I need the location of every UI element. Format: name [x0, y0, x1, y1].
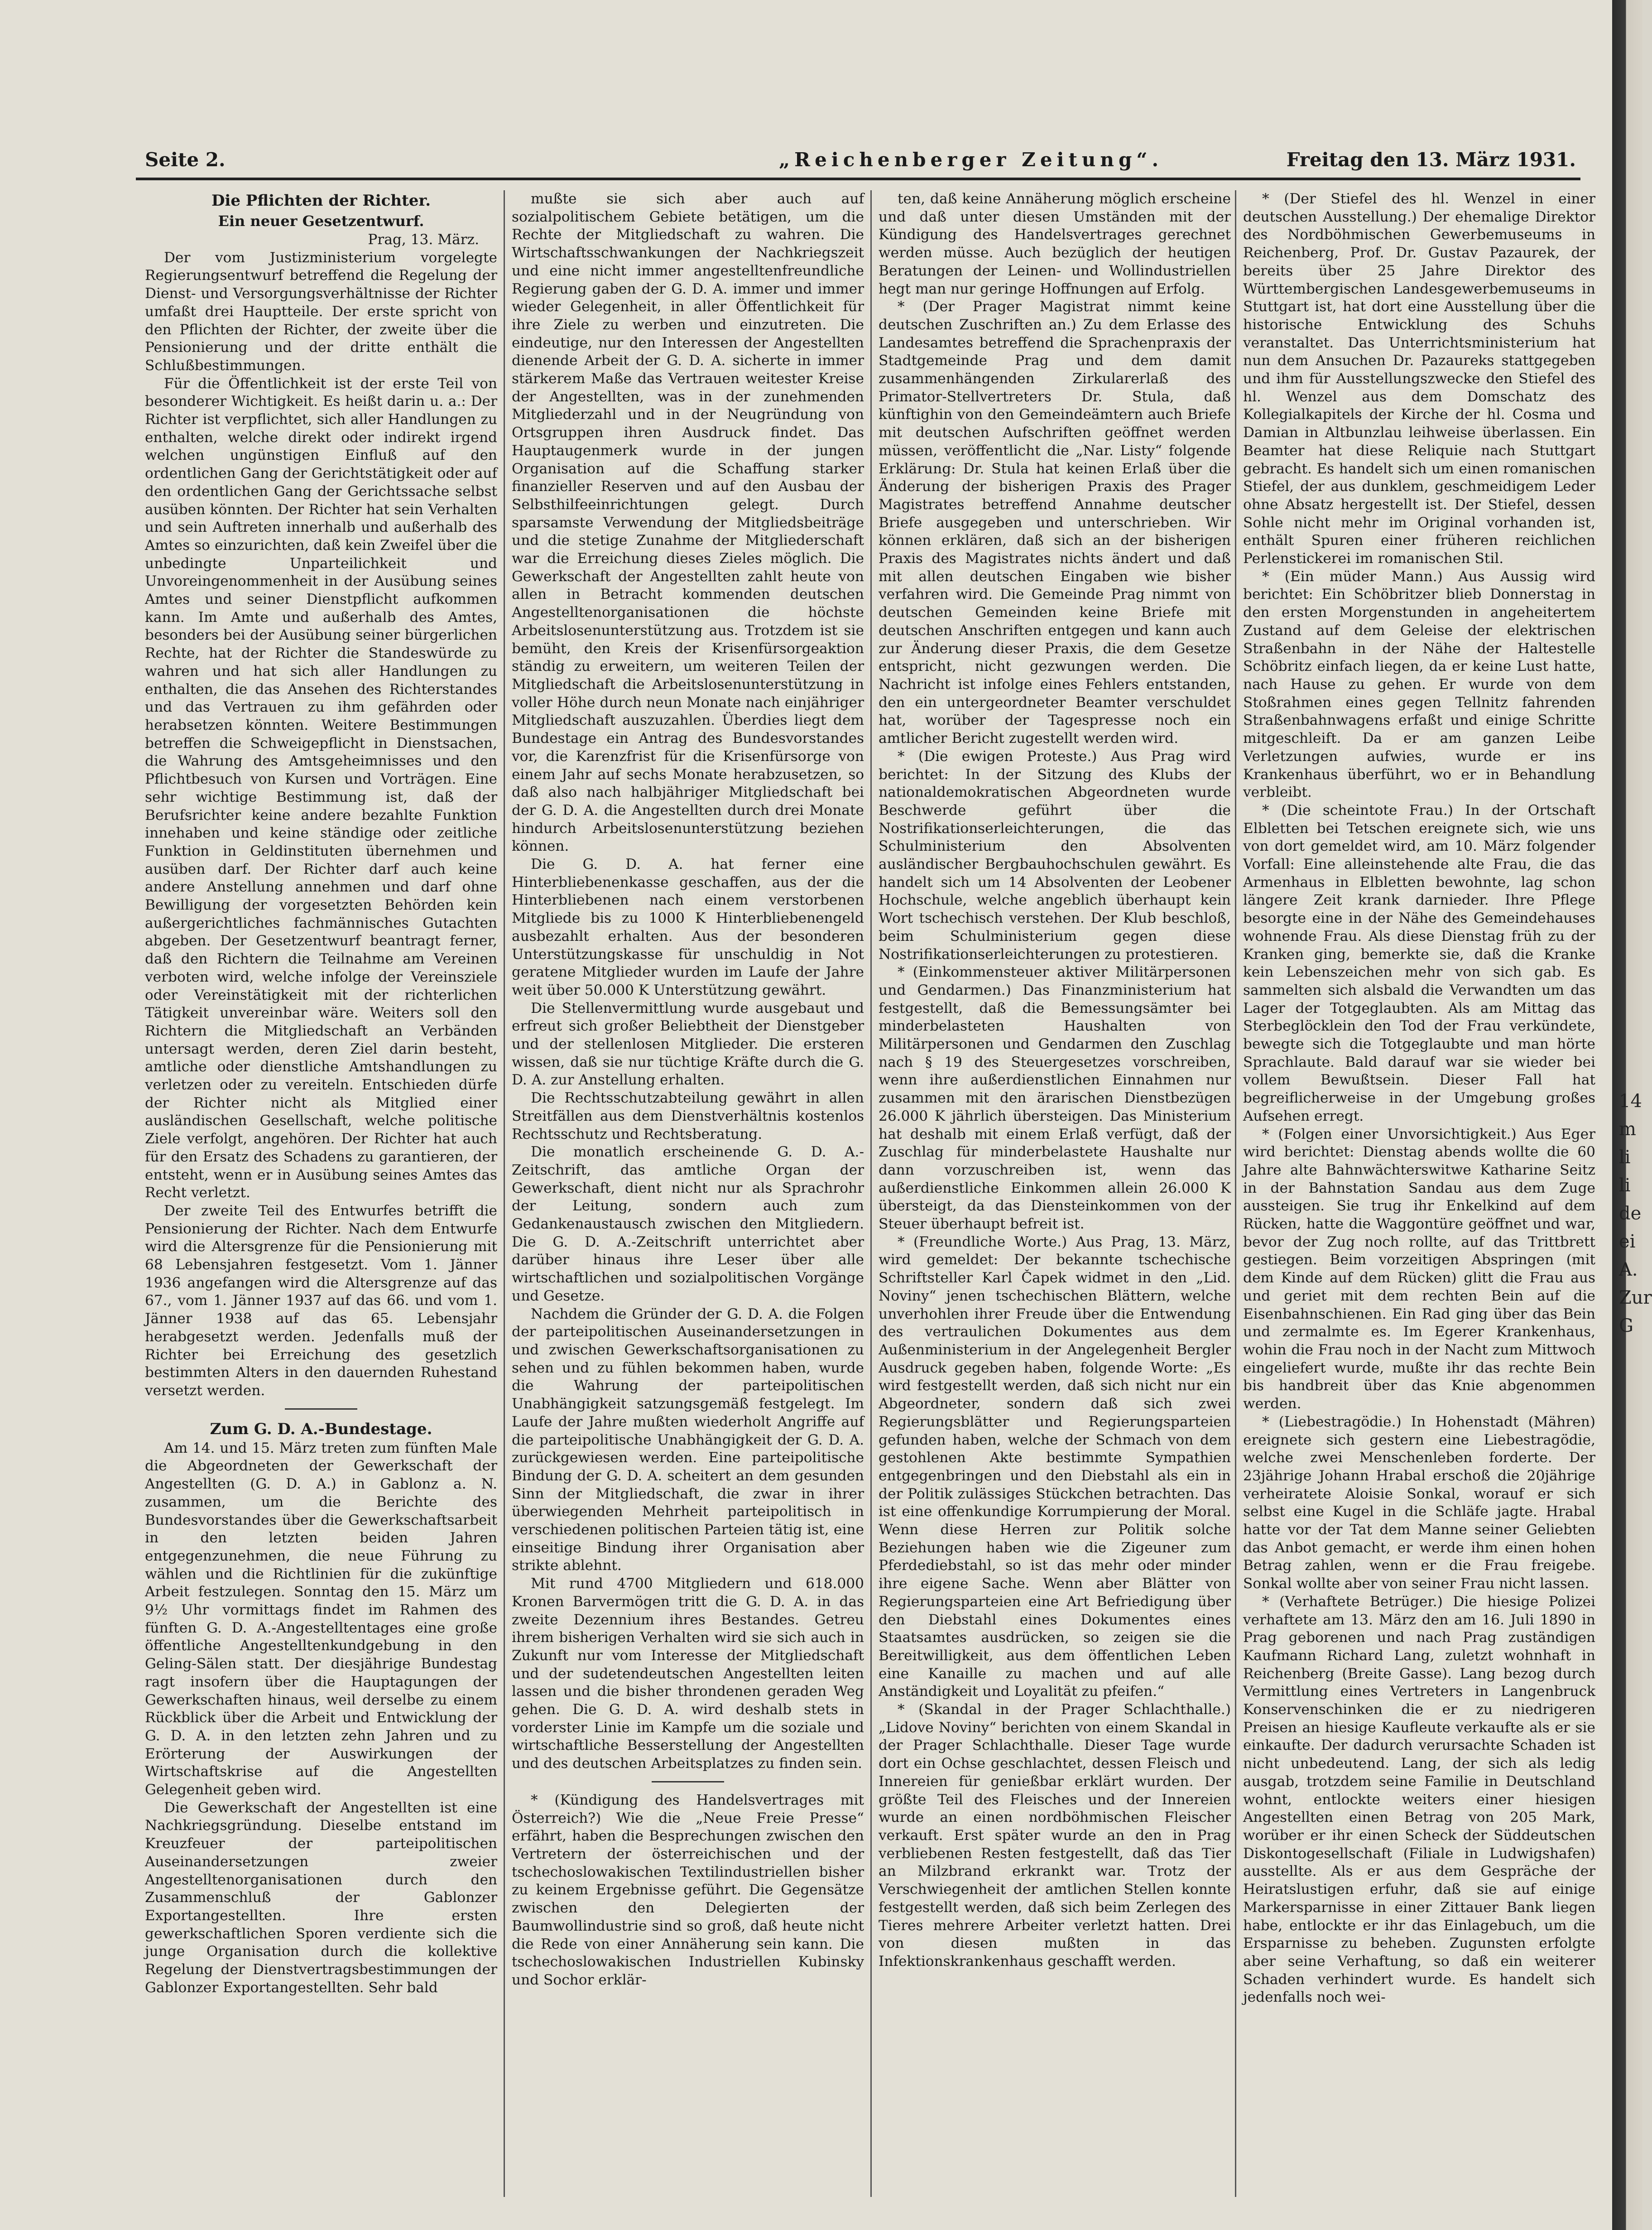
news-item: * (Verhaftete Betrüger.) Die hiesige Polizei verhaftete am 13. März den am 16. Juli 1890 in Prag geborenen und nach Prag zuständigen Kaufmann Richard Lang, zuletzt wohnhaft in Reichenberg (Breite Gasse). Lang bezog durch Vermittlung eines Vertreters in Langenbruck Konservenschinken die er zu niedrigeren Preisen an hiesige Kaufleute verkaufte als er sie einkaufte. Der dadurch verursachte Schaden ist nicht unbedeutend. Lang, der sich als ledig ausgab, trotzdem seine Familie in Deutschland wohnt, entlockte weiters einer hiesigen Angestellten einen Betrag von 205 Mark, worüber er ihr einen Scheck der Süddeutschen Diskontogesellschaft (Filiale in Ludwigshafen) ausstellte. Als er aus dem Gespräche der Heiratslustigen erfuhr, daß sie auf einige Markersparnisse in einer Zittauer Bank liegen habe, entlockte er ihr das Einlagebuch, um die Ersparnisse zu beheben. Zugunsten erfolgte aber seine Verhaftung, so daß ein weiterer Schaden verhindert wurde. Es handelt sich jedenfalls noch wei- [1243, 1593, 1595, 2006]
article-paragraph: Die G. D. A. hat ferner eine Hinterbliebenenkasse geschaffen, aus der die Hinterbliebenen nach einem verstorbenen Mitgliede bis zu 1000 K Hinterbliebenengeld ausbezahlt erhalten. Aus der besonderen Unterstützungskasse für unschuldig in Not geratene Mitglieder wurden im Laufe der Jahre weit über 50.000 K Unterstützung gewährt. [512, 856, 864, 998]
fragment-line: G [1619, 1315, 1633, 1336]
newspaper-title: „Reichenberger Zeitung“. [779, 149, 1163, 171]
news-item: ten, daß keine Annäherung möglich erscheine und daß unter diesen Umständen mit der Kündigung des Handelsvertrages gerechnet werden müsse. Auch bezüglich der heutigen Beratungen der Leinen- und Wollindustriellen hegt man nur geringe Hoffnungen auf Erfolg. [879, 191, 1231, 297]
article-title: Zum G. D. A.-Bundestage. [210, 1420, 432, 1438]
fragment-line: li [1619, 1147, 1631, 1168]
page-header [136, 144, 1580, 177]
fragment-line: A. [1619, 1259, 1638, 1280]
column-rule [870, 190, 872, 2197]
news-item: * (Kündigung des Handelsvertrages mit Österreich?) Wie die „Neue Freie Presse“ erfährt, haben die Besprechungen zwischen den Vertretern der österreichischen und der tschechoslowakischen Textilindustriellen bisher zu keinem Ergebnisse geführt. Die Gegensätze zwischen den Delegierten der Baumwollindustrie sind so groß, daß heute nicht die Rede von einer Annäherung sein kann. Die tschechoslowakischen Industriellen Kubinsky und Sochor erklär- [512, 1792, 864, 1988]
adjacent-page-fragment [1619, 1087, 1652, 1340]
dateline: Prag, 13. März. [368, 231, 479, 248]
news-item: * (Die scheintote Frau.) In der Ortschaft Elbletten bei Tetschen ereignete sich, wie uns von dort gemeldet wird, am 10. März folgender Vorfall: Eine alleinstehende alte Frau, die das Armenhaus in Elbletten bewohnte, lag schon längere Zeit krank darnieder. Ihre Pflege besorgte eine in der Nähe des Gemeindehauses wohnende Frau. Als diese Dienstag früh zu der Kranken ging, bemerkte sie, daß die Kranke kein Lebenszeichen mehr von sich gab. Es sammelten sich alsbald die Verwandten um das Lager der Totgeglaubten. Als am Mittag das Sterbeglöcklein den Tod der Frau verkündete, bewegte sich die Totgeglaubte und man hörte Sprachlaute. Bald darauf war sie wieder bei vollem Bewußtsein. Dieser Fall hat begreiflicherweise in der Umgebung großes Aufsehen erregt. [1243, 802, 1595, 1124]
news-item: * (Der Prager Magistrat nimmt keine deutschen Zuschriften an.) Zu dem Erlasse des Landesamtes betreffend die Sprachenpraxis der Stadtgemeinde Prag und dem damit zusammenhängenden Zirkularerlaß des Primator-Stellvertreters Dr. Stula, daß künftighin von den Gemeindeämtern auch Briefe mit deutschen Aufschriften geöffnet werden müssen, veröffentlicht die „Nar. Listy“ folgende Erklärung: Dr. Stula hat keinen Erlaß über die Änderung der bisherigen Praxis des Prager Magistrates betreffend Annahme deutscher Briefe ausgegeben und unterschrieben. Wir können erklären, daß sich an der bisherigen Praxis des Magistrates nichts ändert und daß mit allen deutschen Eingaben wie bisher verfahren wird. Die Gemeinde Prag nimmt von deutschen Gemeinden keine Briefe mit deutschen Anschriften entgegen und kann auch zur Änderung dieser Praxis, die dem Gesetze entspricht, nicht gezwungen werden. Die Nachricht ist infolge eines Fehlers entstanden, den ein untergeordneter Beamter verschuldet hat, worüber der Tagespresse noch ein amtlicher Bericht zugestellt werden wird. [879, 299, 1231, 747]
article-paragraph: Der vom Justizministerium vorgelegte Regierungsentwurf betreffend die Regelung der Dienst- und Versorgungsverhältnisse der Richter umfaßt drei Hauptteile. Der erste spricht von den Pflichten der Richter, der zweite über die Pensionierung und der dritte enthält die Schlußbestimmungen. [145, 249, 497, 374]
article-separator [652, 1781, 724, 1782]
news-item: * (Der Stiefel des hl. Wenzel in einer deutschen Ausstellung.) Der ehemalige Direktor des Nordböhmischen Gewerbemuseums in Reichenberg, Prof. Dr. Gustav Pazaurek, der bereits über 25 Jahre Direktor des Württembergischen Landesgewerbemuseums in Stuttgart ist, hat dort eine Ausstellung über die historische Entwicklung des Schuhs veranstaltet. Das Unterrichtsministerium hat nun dem Ansuchen Dr. Pazaureks stattgegeben und ihm für Ausstellungszwecke den Stiefel des hl. Wenzel aus dem Domschatz des Kollegialkapitels der Kirche der hl. Cosma und Damian in Altbunzlau leihweise überlassen. Ein Beamter hat diese Reliquie nach Stuttgart gebracht. Es handelt sich um einen romanischen Stiefel, der aus dunklem, geschmeidigem Leder ohne Absatz hergestellt ist. Der Stiefel, dessen Sohle nicht mehr im Original vorhanden ist, enthält Spuren einer früheren reichlichen Perlenstickerei im romanischen Stil. [1243, 191, 1595, 567]
news-item: * (Skandal in der Prager Schlachthalle.) „Lidove Noviny“ berichten von einem Skandal in der Prager Schlachthalle. Dieser Tage wurde dort ein Ochse geschlachtet, dessen Fleisch und Innereien für genießbar erklärt wurden. Der größte Teil des Fleisches und der Innereien wurde an einen nordböhmischen Fleischer verkauft. Erst später wurde an den in Prag verbliebenen Resten festgestellt, daß das Tier an Milzbrand erkrankt war. Trotz der Verschwiegenheit der amtlichen Stellen konnte festgestellt werden, daß sich beim Zerlegen des Tieres mehrere Arbeiter verletzt hatten. Drei von diesen mußten in das Infektionskrankenhaus geschafft werden. [879, 1701, 1231, 1970]
news-item: * (Freundliche Worte.) Aus Prag, 13. März, wird gemeldet: Der bekannte tschechische Schriftsteller Karl Čapek widmet in den „Lid. Noviny“ jenen tschechischen Blättern, welche unverhohlen ihrer Freude über die Entwendung des vertraulichen Dokumentes aus dem Außenministerium in der Angelegenheit Bergler Ausdruck gegeben haben, folgende Worte: „Es wird festgestellt werden, daß sich nicht nur ein Abgeordneter, sondern daß sich zwei Regierungsblätter und Regierungsparteien gefunden haben, welche der Schmach von dem gestohlenen Akte bestimmte Sympathien entgegenbringen und den Diebstahl als ein in der Politik zulässiges Stückchen betrachten. Das ist eine offenkundige Korrumpierung der Moral. Wenn diese Herren zur Politik solche Beziehungen haben wie die Zigeuner zum Pferdediebstahl, so ist das mehr oder minder ihre eigene Sache. Wenn aber Blätter von Regierungsparteien eine Art Befriedigung über den Diebstahl eines Dokumentes eines Staatsamtes ausdrücken, so zeigen sie die Bereitwilligkeit, aus dem öffentlichen Leben eine Kanaille zu machen und auf alle Anständigkeit und Loyalität zu pfeifen.“ [879, 1233, 1231, 1700]
issue-date: Freitag den 13. März 1931. [1286, 149, 1576, 171]
fragment-line: de [1619, 1203, 1642, 1224]
column-4 [1243, 190, 1595, 2197]
article-separator [285, 1408, 357, 1410]
fragment-line: li [1619, 1175, 1631, 1196]
article-paragraph: mußte sie sich aber auch auf sozialpolitischem Gebiete betätigen, um die Rechte der Mitgliedschaft zu wahren. Die Wirtschaftsschwankungen der Nachkriegszeit und eine nicht immer angestelltenfreundliche Regierung gaben der G. D. A. immer und immer wieder Gelegenheit, in aller Öffentlichkeit für ihre Ziele zu werben und einzutreten. Die eindeutige, nur den Interessen der Angestellten dienende Arbeit der G. D. A. sicherte in immer stärkerem Maße das Vertrauen weitester Kreise der Angestellten, was in der zunehmenden Mitgliederzahl und in der Neugründung von Ortsgruppen ihren Ausdruck findet. Das Hauptaugenmerk wurde in der jungen Organisation auf die Schaffung starker finanzieller Reserven und auf den Ausbau der Selbsthilfeeinrichtungen gelegt. Durch sparsamste Verwendung der Mitgliedsbeiträge und die stetige Zunahme der Mitgliederschaft war die Erreichung dieses Zieles möglich. Die Gewerkschaft der Angestellten zahlt heute von allen in Betracht kommenden deutschen Angestelltenorganisationen die höchste Arbeitslosenunterstützung aus. Trotzdem ist sie bemüht, den Kreis der Krisenfürsorgeaktion ständig zu erweitern, um weiteren Teilen der Mitgliedschaft die Arbeitslosenunterstützung in voller Höhe durch neun Monate nach einjähriger Mitgliedschaft auszuzahlen. Überdies liegt dem Bundestage ein Antrag des Bundesvorstandes vor, die Karenzfrist für die Krisenfürsorge von einem Jahr auf sechs Monate herabzusetzen, so daß also nach halbjähriger Mitgliedschaft bei der G. D. A. die Angestellten durch drei Monate hindurch Arbeitslosenunterstützung beziehen können. [512, 191, 864, 855]
news-item: * (Liebestragödie.) In Hohenstadt (Mähren) ereignete sich gestern eine Liebestragödie, welche zwei Menschenleben forderte. Der 23jährige Johann Hrabal erschoß die 20jährige verheiratete Aloisie Sonkal, worauf er sich selbst eine Kugel in die Schläfe jagte. Hrabal hatte vor der Tat dem Manne seiner Geliebten das Anbot gemacht, er werde ihm einen hohen Betrag zahlen, wenn er die Frau freigebe. Sonkal wollte aber von seiner Frau nicht lassen. [1243, 1413, 1595, 1592]
page-number: Seite 2. [145, 149, 226, 171]
article-paragraph: Die Stellenvermittlung wurde ausgebaut und erfreut sich großer Beliebtheit der Dienstgeber und der stellenlosen Mitglieder. Die ersteren wissen, daß sie nur tüchtige Kräfte durch die G. D. A. zur Anstellung erhalten. [512, 1000, 864, 1089]
column-1 [145, 190, 497, 2197]
news-item: * (Die ewigen Proteste.) Aus Prag wird berichtet: In der Sitzung des Klubs der nationaldemokratischen Abgeordneten wurde Beschwerde geführt über die Nostrifikationserleichterungen, die das Schulministerium den Absolventen ausländischer Bergbauhochschulen gewährt. Es handelt sich um 14 Absolventen der Leobener Hochschule, welche angeblich überhaupt kein Wort tschechisch verstehen. Der Klub beschloß, beim Schulministerium gegen diese Nostrifikationserleichterungen zu protestieren. [879, 748, 1231, 963]
fragment-line: Zur [1619, 1287, 1652, 1308]
column-2 [512, 190, 864, 2197]
fragment-line: 14 [1619, 1091, 1642, 1112]
article-title: Die Pflichten der Richter. [211, 192, 431, 210]
article-paragraph: Der zweite Teil des Entwurfes betrifft die Pensionierung der Richter. Nach dem Entwurfe wird die Altersgrenze für die Pensionierung mit 68 Lebensjahren festgesetzt. Vom 1. Jänner 1936 angefangen wird die Altersgrenze auf das 67., vom 1. Jänner 1937 auf das 66. und vom 1. Jänner 1938 auf das 65. Lebensjahr herabgesetzt werden. Jedenfalls muß der Richter bei Erreichung des gesetzlich bestimmten Alters in den dauernden Ruhestand versetzt werden. [145, 1202, 497, 1399]
article-paragraph: Am 14. und 15. März treten zum fünften Male die Abgeordneten der Gewerkschaft der Angestellten (G. D. A.) in Gablonz a. N. zusammen, um die Berichte des Bundesvorstandes über die Gewerkschaftsarbeit in den letzten beiden Jahren entgegenzunehmen, die neue Führung zu wählen und die Richtlinien für die zukünftige Arbeit festzulegen. Sonntag den 15. März um 9½ Uhr vormittags findet im Rahmen des fünften G. D. A.-Angestelltentages eine große öffentliche Angestelltenkundgebung in den Geling-Sälen statt. Der diesjährige Bundestag ragt insofern über die Hauptagungen der Gewerkschaften hinaus, weil derselbe zu einem Rückblick über die Arbeit und Entwicklung der G. D. A. in den letzten zehn Jahren und zu Erörterung der Auswirkungen der Wirtschaftskrise auf die Angestellten Gelegenheit geben wird. [145, 1440, 497, 1798]
article-paragraph: Nachdem die Gründer der G. D. A. die Folgen der parteipolitischen Auseinandersetzungen in und zwischen Gewerkschaftsorganisationen zu sehen und zu fühlen bekommen haben, wurde die Wahrung der parteipolitischen Unabhängigkeit satzungsgemäß festgelegt. Im Laufe der Jahre mußten wiederholt Angriffe auf die parteipolitische Unabhängigkeit der G. D. A. zurückgewiesen werden. Eine parteipolitische Bindung der G. D. A. scheitert an dem gesunden Sinn der Mitgliedschaft, die zwar in ihrer überwiegenden Mehrheit parteipolitisch in verschiedenen politischen Parteien tätig ist, eine einseitige Bindung ihrer Organisation aber strikte ablehnt. [512, 1305, 864, 1574]
article-paragraph: Die monatlich erscheinende G. D. A.-Zeitschrift, das amtliche Organ der Gewerkschaft, dient nicht nur als Sprachrohr der Leitung, sondern auch zum Gedankenaustausch zwischen den Mitgliedern. Die G. D. A.-Zeitschrift unterrichtet aber darüber hinaus ihre Leser über alle wirtschaftlichen und sozialpolitischen Vorgänge und Gesetze. [512, 1144, 864, 1304]
news-item: * (Folgen einer Unvorsichtigkeit.) Aus Eger wird berichtet: Dienstag abends wollte die 60 Jahre alte Bahnwächterswitwe Katharine Seitz in der Bahnstation Sandau aus dem Zuge aussteigen. Sie trug ihr Enkelkind auf dem Rücken, hatte die Waggontüre geöffnet und war, bevor der Zug noch rollte, auf das Trittbrett gestiegen. Beim vorzeitigen Abspringen (mit dem Kinde auf dem Rücken) glitt die Frau aus und geriet mit dem rechten Bein auf die Eisenbahnschienen. Ein Rad ging über das Bein und zermalmte es. Im Egerer Krankenhaus, wohin die Frau noch in der Nacht zum Mittwoch eingeliefert wurde, mußte ihr das rechte Bein bis handbreit über das Knie abgenommen werden. [1243, 1126, 1595, 1412]
fragment-line: m [1619, 1119, 1636, 1140]
article-subtitle: Ein neuer Gesetzentwurf. [218, 212, 424, 230]
news-item: * (Ein müder Mann.) Aus Aussig wird berichtet: Ein Schöbritzer blieb Donnerstag in den ersten Morgenstunden in angeheitertem Zustand auf dem Geleise der elektrischen Straßenbahn in der Nähe der Haltestelle Schöbritz einfach liegen, da er keine Lust hatte, nach Hause zu gehen. Er wurde von dem Stoßrahmen eines gegen Tellnitz fahrenden Straßenbahnwagens erfaßt und einige Schritte mitgeschleift. Da er am ganzen Leibe Verletzungen aufwies, wurde er ins Krankenhaus überführt, wo er in Behandlung verbleibt. [1243, 568, 1595, 801]
column-rule [1235, 190, 1236, 2197]
fragment-line: ei [1619, 1231, 1636, 1252]
column-3 [879, 190, 1231, 2197]
article-paragraph: Für die Öffentlichkeit ist der erste Teil von besonderer Wichtigkeit. Es heißt darin u. a.: Der Richter ist verpflichtet, sich aller Handlungen zu enthalten, welche direkt oder indirekt irgend welchen ungünstigen Einfluß auf den ordentlichen Gang der Gerichtstätigkeit oder auf den ordentlichen Gang der Gerichtssache selbst ausüben könnten. Der Richter hat sein Verhalten und sein Auftreten innerhalb und außerhalb des Amtes so einzurichten, daß kein Zweifel über die unbedingte Unparteilichkeit und Unvoreingenommenheit in der Ausübung seines Amtes und seiner Dienstpflicht aufkommen kann. Im Amte und außerhalb des Amtes, besonders bei der Ausübung seiner bürgerlichen Rechte, hat der Richter die Standeswürde zu wahren und hat sich aller Handlungen zu enthalten, die das Ansehen des Richterstandes und das Vertrauen zu ihm gefährden oder herabsetzen könnten. Weitere Bestimmungen betreffen die Schweigepflicht in Dienstsachen, die Wahrung des Amtsgeheimnisses und den Pflichtbesuch von Kursen und Vorträgen. Eine sehr wichtige Bestimmung ist, daß der Berufsrichter keine andere bezahlte Funktion innehaben und keine ständige oder zeitliche Funktion in Geldinstituten übernehmen und ausüben darf. Der Richter darf auch keine andere Anstellung annehmen und darf ohne Bewilligung der vorgesetzten Behörden kein außergerichtliches fachmännisches Gutachten abgeben. Der Gesetzentwurf beantragt ferner, daß den Richtern die Teilnahme am Vereinen verboten wird, welche infolge der Vereinsziele oder Vereinstätigkeit mit der richterlichen Tätigkeit unvereinbar wäre. Weiters soll den Richtern die Mitgliedschaft an Verbänden untersagt werden, deren Ziel darin besteht, amtliche oder dienstliche Amtshandlungen zu verletzen oder zu vereiteln. Entschieden dürfe der Richter nicht als Mitglied einer ausländischen Gesellschaft, welche politische Ziele verfolgt, angehören. Der Richter hat auch für den Ersatz des Schadens zu garantieren, der entsteht, wenn er in Ausübung seines Amtes das Recht verletzt. [145, 375, 497, 1201]
column-rule [504, 190, 505, 2197]
news-item: * (Einkommensteuer aktiver Militärpersonen und Gendarmen.) Das Finanzministerium hat festgestellt, daß die Bemessungsämter bei minderbelasteten Haushalten von Militärpersonen und Gendarmen den Zuschlag nach § 19 des Steuergesetzes vorschreiben, wenn ihre außerdienstlichen Einnahmen nur zusammen mit den ärarischen Dienstbezügen 26.000 K jährlich übersteigen. Das Ministerium hat deshalb mit einem Erlaß verfügt, daß der Zuschlag für minderbelastete Haushalte nur dann vorzuschreiben ist, wenn das außerdienstliche Einkommen allein 26.000 K übersteigt, da das Diensteinkommen von der Steuer überhaupt befreit ist. [879, 964, 1231, 1233]
article-paragraph: Die Rechtsschutzabteilung gewährt in allen Streitfällen aus dem Dienstverhältnis kostenlos Rechtsschutz und Rechtsberatung. [512, 1090, 864, 1142]
article-paragraph: Mit rund 4700 Mitgliedern und 618.000 Kronen Barvermögen tritt die G. D. A. in das zweite Dezennium ihres Bestandes. Getreu ihrem bisherigen Verhalten wird sie sich auch in Zukunft nur vom Interesse der Mitgliedschaft und der sudetendeutschen Angestellten leiten lassen und die bisher throndenen geraden Weg gehen. Die G. D. A. wird deshalb stets in vorderster Linie im Kampfe um die soziale und wirtschaftliche Besserstellung der Angestellten und des deutschen Arbeitsplatzes zu finden sein. [512, 1575, 864, 1772]
article-paragraph: Die Gewerkschaft der Angestellten ist eine Nachkriegsgründung. Dieselbe entstand im Kreuzfeuer der parteipolitischen Auseinandersetzungen zweier Angestelltenorganisationen durch den Zusammenschluß der Gablonzer Exportangestellten. Ihre ersten gewerkschaftlichen Sporen verdiente sich die junge Organisation durch die kollektive Regelung der Dienstvertragsbestimmungen der Gablonzer Exportangestellten. Sehr bald [145, 1799, 497, 1996]
header-rule [136, 178, 1580, 180]
